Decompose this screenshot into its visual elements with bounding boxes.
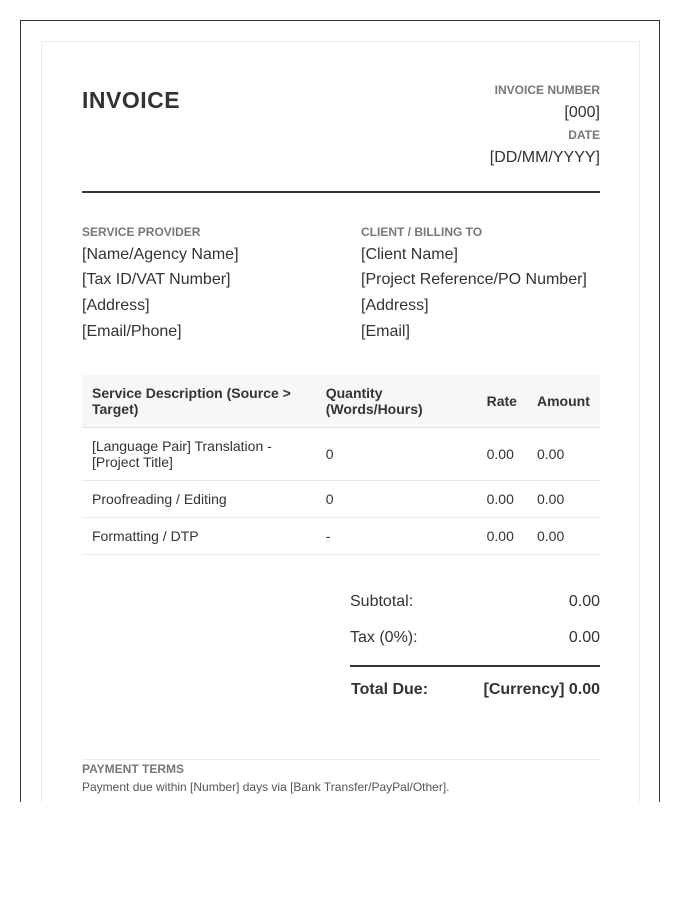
table-row (82, 481, 600, 518)
cell-description: Proofreading / Editing (82, 481, 316, 518)
client-address: [Address] (361, 297, 429, 314)
cell-quantity: - (316, 518, 477, 555)
header-amount: Amount (527, 375, 600, 428)
tax-value: 0.00 (568, 629, 600, 646)
table-header-row (82, 375, 600, 428)
client-label: CLIENT / BILLING TO (361, 225, 483, 239)
cell-amount: 0.00 (527, 428, 600, 481)
provider-name: [Name/Agency Name] (82, 246, 239, 263)
cell-rate: 0.00 (477, 481, 527, 518)
invoice-number-value: [000] (564, 104, 600, 121)
subtotal-value: 0.00 (568, 593, 600, 610)
date-value: [DD/MM/YYYY] (489, 149, 600, 166)
cell-quantity: 0 (316, 428, 477, 481)
provider-label: SERVICE PROVIDER (82, 225, 201, 239)
client-name: [Client Name] (361, 246, 458, 263)
header-quantity: Quantity (Words/Hours) (316, 375, 477, 428)
cell-description: Formatting / DTP (82, 518, 316, 555)
payment-terms-label: PAYMENT TERMS (82, 762, 185, 776)
totals-divider (350, 665, 600, 667)
cell-rate: 0.00 (477, 518, 527, 555)
table-row (82, 518, 600, 555)
date-label: DATE (568, 128, 600, 142)
cell-quantity: 0 (316, 481, 477, 518)
total-due-value: [Currency] 0.00 (483, 681, 600, 698)
cell-description: [Language Pair] Translation - [Project Title] (82, 428, 316, 481)
line-items-table (82, 375, 600, 555)
invoice-title: INVOICE (82, 87, 181, 113)
total-due-label: Total Due: (351, 681, 429, 698)
terms-divider (82, 759, 600, 760)
table-row (82, 428, 600, 481)
cell-amount: 0.00 (527, 518, 600, 555)
cell-rate: 0.00 (477, 428, 527, 481)
invoice-number-label: INVOICE NUMBER (494, 83, 600, 97)
client-email: [Email] (361, 323, 410, 340)
client-project-reference: [Project Reference/PO Number] (361, 271, 587, 288)
subtotal-label: Subtotal: (350, 593, 414, 610)
header-description: Service Description (Source > Target) (82, 375, 316, 428)
tax-label: Tax (0%): (350, 629, 418, 646)
provider-tax-id: [Tax ID/VAT Number] (82, 271, 231, 288)
header-divider (82, 191, 600, 193)
payment-terms-text: Payment due within [Number] days via [Bank Transfer/PayPal/Other]. (82, 780, 450, 794)
provider-address: [Address] (82, 297, 150, 314)
header-rate: Rate (477, 375, 527, 428)
provider-contact: [Email/Phone] (82, 323, 182, 340)
cell-amount: 0.00 (527, 481, 600, 518)
